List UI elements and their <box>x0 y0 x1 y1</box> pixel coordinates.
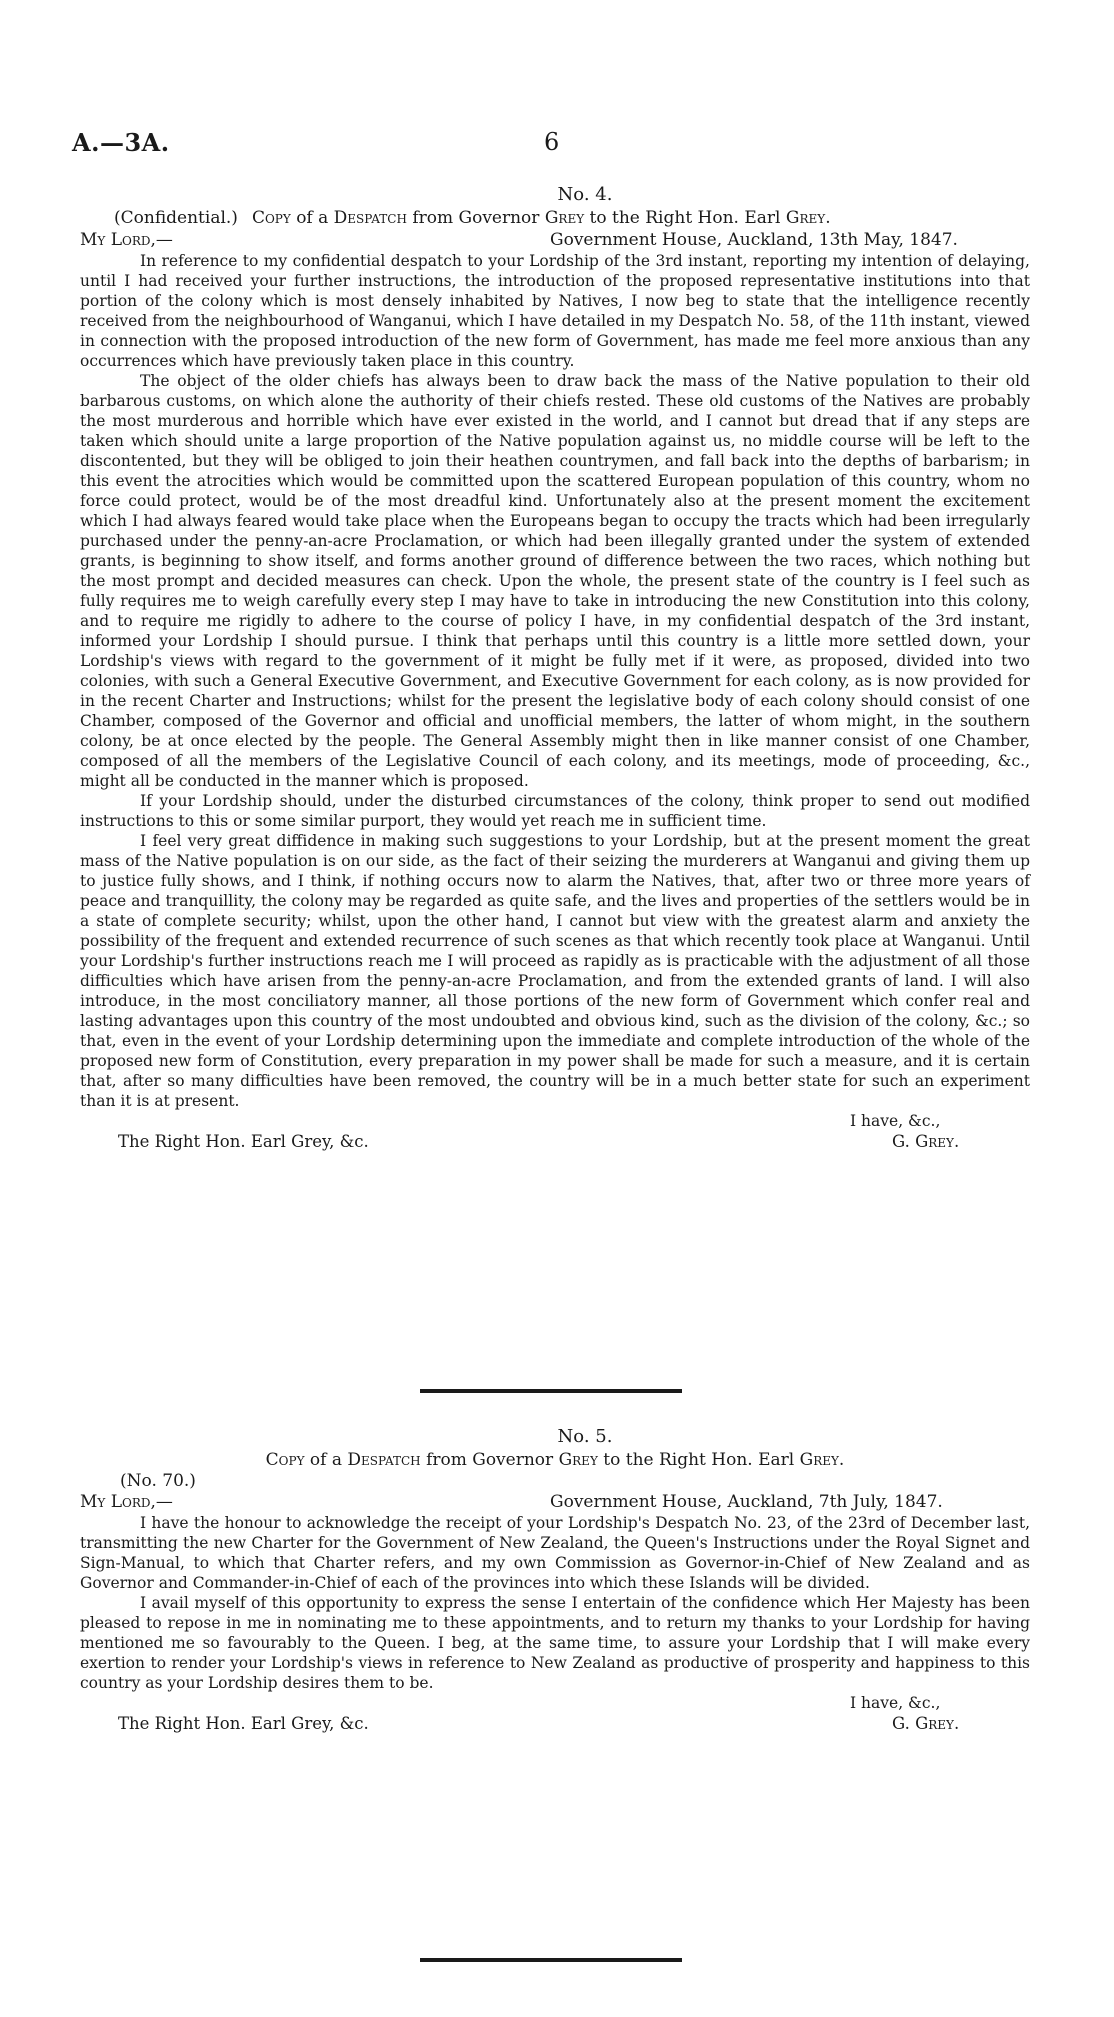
title-grey: Grey <box>558 1450 598 1470</box>
despatch-no-5 <box>80 1425 1030 1735</box>
title-copy: Copy <box>251 208 291 228</box>
closing: I have, &c., <box>850 1112 941 1130</box>
title-of-a: of a <box>296 208 329 228</box>
despatch-title <box>80 1449 1030 1471</box>
paragraph: I feel very great diffidence in making such suggestions to your Lordship, but at the present moment the great mass of the Native population is on our side, as the fact of their seizing the murderers at Wanganui and giving them up to justice fully shows, and I think, if nothing occurs now to alarm the Natives, that, after two or three more years of peace and tranquillity, the colony may be regarded as quite safe, and the lives and properties of the settlers would be in a state of complete security; whilst, upon the other hand, I cannot but view with the greatest alarm and anxiety the possibility of the frequent and extended recurrence of such scenes as that which recently took place at Wanganui. Until your Lordship's further instructions reach me I will proceed as rapidly as is practicable with the adjustment of all those difficulties which have arisen from the penny-an-acre Proclamation, and from the extended grants of land. I will also introduce, in the most conciliatory manner, all those portions of the new form of Government which confer real and lasting advantages upon this country of the most undoubted and obvious kind, such as the division of the colony, &c.; so that, even in the event of your Lordship determining upon the immediate and complete introduction of the whole of the proposed new form of Constitution, every preparation in my power shall be made for such a measure, and it is certain that, after so many difficulties have been removed, the country will be in a much better state for such an experiment than it is at present. <box>80 832 1030 1110</box>
closing-row <box>80 1693 1030 1713</box>
title-despatch: Despatch <box>347 1450 421 1470</box>
addressee-row <box>80 1131 1030 1153</box>
paragraph: If your Lordship should, under the disturbed circumstances of the colony, think proper to send out modified instructions to this or some similar purport, they would yet reach me in sufficient time. <box>80 792 1030 830</box>
place-date: Government House, Auckland, 7th July, 1847. <box>550 1492 943 1512</box>
addressee: The Right Hon. Earl Grey, &c. <box>118 1714 369 1733</box>
paragraph: I have the honour to acknowledge the receipt of your Lordship's Despatch No. 23, of the 23rd of December last, transmitting the new Charter for the Government of New Zealand, the Queen's Instructions under the Royal Signet and Sign-Manual, to which that Charter refers, and my own Commission as Governor-in-Chief of New Zealand and as Governor and Commander-in-Chief of each of the provinces into which these Islands will be divided. <box>80 1514 1030 1592</box>
despatch-number: No. 4. <box>557 184 613 205</box>
salutation-row <box>80 1491 1030 1513</box>
salutation: My Lord,— <box>80 230 173 250</box>
title-of-a: of a <box>309 1450 342 1470</box>
addressee: The Right Hon. Earl Grey, &c. <box>118 1132 369 1151</box>
despatch-sub-number: (No. 70.) <box>120 1471 196 1491</box>
page-number: 6 <box>544 128 560 156</box>
title-grey-end: Grey. <box>799 1450 845 1470</box>
despatch-number: No. 5. <box>557 1426 613 1447</box>
salutation-row <box>80 229 1030 251</box>
title-despatch: Despatch <box>333 208 407 228</box>
paragraph: I avail myself of this opportunity to express the sense I entertain of the confidence which Her Majesty has been pleased to repose in me in nominating me to these appointments, and to return my thanks to your Lordship for having mentioned me so favourably to the Queen. I beg, at the same time, to assure your Lordship that I will make every exertion to render your Lordship's views in reference to New Zealand as productive of prosperity and happiness to this country as your Lordship desires them to be. <box>80 1594 1030 1692</box>
title-from: from Governor <box>412 208 540 228</box>
closing-row <box>80 1111 1030 1131</box>
despatch-no-4 <box>80 183 1030 1153</box>
section-divider <box>420 1958 682 1962</box>
signature: G. Grey. <box>892 1714 960 1733</box>
salutation: My Lord,— <box>80 1492 173 1512</box>
paragraph: The object of the older chiefs has always been to draw back the mass of the Native population to their old barbarous customs, on which alone the authority of their chiefs rested. These old customs of the Natives are probably the most murderous and horrible which have ever existed in the world, and I cannot but dread that if any steps are taken which should unite a large proportion of the Native population against us, no middle course will be left to the discontented, but they will be obliged to join their heathen countrymen, and fall back into the depths of barbarism; in this event the atrocities which would be committed upon the scattered European population of this country, whom no force could protect, would be of the most dreadful kind. Unfortunately also at the present moment the excitement which I had always feared would take place when the Europeans began to occupy the tracts which had been irregularly purchased under the penny-an-acre Proclamation, or which had been illegally granted under the system of extended grants, is beginning to show itself, and forms another ground of difference between the two races, which nothing but the most prompt and decided measures can check. Upon the whole, the present state of the country is I feel such as fully requires me to weigh carefully every step I may have to take in introducing the new Constitution into this colony, and to require me rigidly to adhere to the course of policy I have, in my confidential despatch of the 3rd instant, informed your Lordship I should pursue. I think that perhaps until this country is a little more settled down, your Lordship's views with regard to the government of it might be fully met if it were, as proposed, divided into two colonies, with such a General Executive Government, and Executive Government for each colony, as is now provided for in the recent Charter and Instructions; whilst for the present the legislative body of each colony should consist of one Chamber, composed of the Governor and official and unofficial members, the latter of whom might, in the southern colony, be at once elected by the people. The General Assembly might then in like manner consist of one Chamber, composed of all the members of the Legislative Council of each colony, and its meetings, mode of proceeding, &c., might all be conducted in the manner which is proposed. <box>80 372 1030 790</box>
place-date: Government House, Auckland, 13th May, 1847. <box>550 230 958 250</box>
signature: G. Grey. <box>892 1132 960 1151</box>
title-to: to the Right Hon. Earl <box>603 1450 795 1470</box>
title-from: from Governor <box>426 1450 554 1470</box>
section-divider <box>420 1389 682 1393</box>
title-to: to the Right Hon. Earl <box>589 208 781 228</box>
title-grey-end: Grey. <box>785 208 831 228</box>
title-grey: Grey <box>544 208 585 228</box>
paragraph: In reference to my confidential despatch to your Lordship of the 3rd instant, reporting my intention of delaying, until I had received your further instructions, the introduction of the proposed representative institutions into that portion of the colony which is most densely inhabited by Natives, I now beg to state that the intelligence recently received from the neighbourhood of Wanganui, which I have detailed in my Despatch No. 58, of the 11th instant, viewed in connection with the proposed introduction of the new form of Government, has made me feel more anxious than any occurrences which have previously taken place in this country. <box>80 252 1030 370</box>
title-copy: Copy <box>265 1450 305 1470</box>
document-reference: A.—3A. <box>72 128 170 157</box>
confidential-marker: (Confidential.) <box>114 208 238 228</box>
addressee-row <box>80 1713 1030 1735</box>
despatch-title <box>80 207 1030 229</box>
closing: I have, &c., <box>850 1694 941 1712</box>
